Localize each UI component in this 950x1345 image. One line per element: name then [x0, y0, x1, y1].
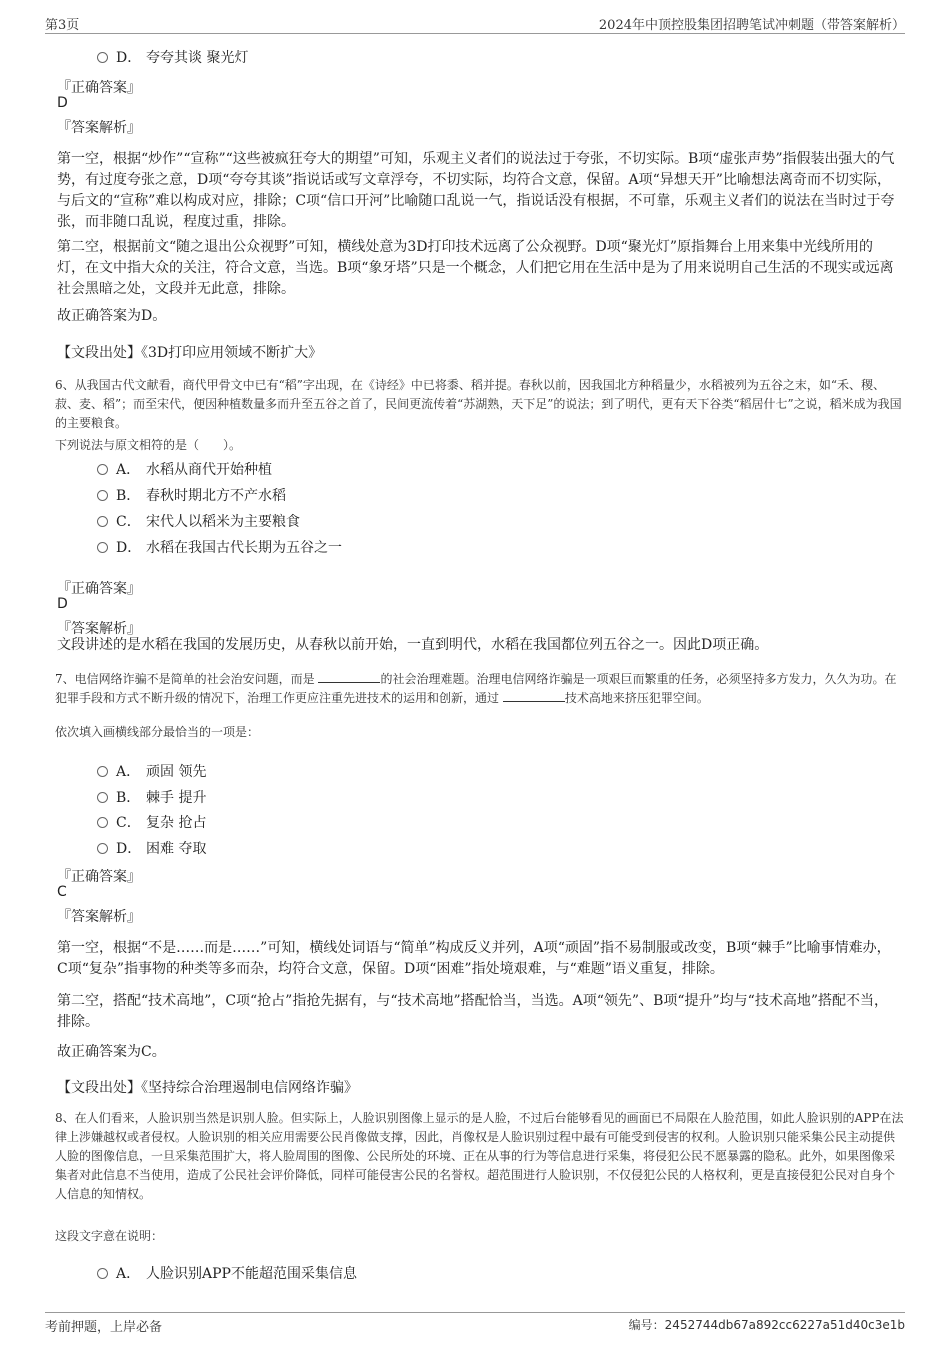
fill-blank — [318, 670, 380, 683]
q7-stem: 7、电信网络诈骗不是简单的社会治安问题，而是 的社会治理难题。治理电信网络诈骗是一项艰巨而繁重的任务，必须坚持多方发力，久久为功。在犯罪手段和方式不断升级的情况下，治理工作更应注重先进技术的运用和创新，通过 技术高地来挤压犯罪空间。 — [55, 672, 897, 705]
q6-analysis-label: 『答案解析』 — [57, 621, 141, 637]
q6-analysis: 文段讲述的是水稻在我国的发展历史，从春秋以前开始，一直到明代，水稻在我国都位列五谷之一。因此D项正确。 — [57, 637, 769, 653]
q8-option-a[interactable]: A． 人脸识别APP不能超范围采集信息 — [97, 1263, 357, 1283]
q6-option-b[interactable]: B． 春秋时期北方不产水稻 — [97, 485, 286, 505]
q5-analysis-label: 『答案解析』 — [57, 120, 141, 136]
q7-analysis-p1: 第一空，根据“不是……而是……”可知，横线处词语与“简单”构成反义并列，A项“顽固”指不易制服或改变，B项“棘手”比喻事情难办，C项“复杂”指事物的种类等多而杂，均符合文意，保留。D项“困难”指处境艰难，与“难题”语义重复，排除。 — [57, 940, 891, 977]
q5-option-d[interactable]: D． 夸夸其谈 聚光灯 — [97, 47, 248, 67]
q5-analysis-p3: 故正确答案为D。 — [57, 308, 167, 324]
q5-analysis-p2: 第二空，根据前文“随之退出公众视野”可知，横线处意为3D打印技术远离了公众视野。D项“聚光灯”原指舞台上用来集中光线所用的灯，在文中指大众的关注，符合文意，当选。B项“象牙塔”只是一个概念，人们把它用在生活中是为了用来说明自己生活的不现实或远离社会黑暗之处，文段并无此意，排除。 — [57, 239, 894, 297]
radio-icon[interactable] — [97, 1268, 108, 1279]
q7-option-c[interactable]: C． 复杂 抢占 — [97, 812, 206, 832]
radio-icon[interactable] — [97, 516, 108, 527]
q7-question: 依次填入画横线部分最恰当的一项是： — [55, 725, 260, 739]
q7-source: 【文段出处】《坚持综合治理遏制电信网络诈骗》 — [57, 1080, 358, 1096]
q5-analysis-p1: 第一空，根据“炒作”“宣称”“这些被疯狂夸大的期望”可知，乐观主义者们的说法过于夸张，不切实际。B项“虚张声势”指假装出强大的气势，有过度夸张之意，D项“夸夸其谈”指说话或写文章浮夸，不切实际，均符合文意，保留。A项“异想天开”比喻想法离奇而不切实际，与后文的“宣称”难以构成对应，排除；C项“信口开河”比喻随口乱说一气，指说话没有根据，不可靠，乐观主义者们的说法在当时过于夸张，而非随口乱说，程度过重，排除。 — [57, 151, 895, 230]
q7-analysis-p3: 故正确答案为C。 — [57, 1044, 166, 1060]
page-number: 第3页 — [45, 18, 80, 33]
document-title: 2024年中顶控股集团招聘笔试冲刺题（带答案解析） — [598, 18, 905, 33]
q7-answer: C — [57, 884, 67, 900]
q6-answer: D — [57, 596, 68, 612]
q6-option-c[interactable]: C． 宋代人以稻米为主要粮食 — [97, 511, 300, 531]
q5-source: 【文段出处】《3D打印应用领域不断扩大》 — [57, 345, 323, 361]
q6-answer-label: 『正确答案』 — [57, 581, 141, 597]
q7-option-d[interactable]: D． 困难 夺取 — [97, 838, 206, 858]
footer-doc-id: 编号：2452744db67a892cc6227a51d40c3e1b — [628, 1318, 905, 1332]
q8-stem: 8、在人们看来，人脸识别当然是识别人脸。但实际上，人脸识别图像上显示的是人脸，不过后台能够看见的画面已不局限在人脸范围，如此人脸识别的APP在法律上涉嫌越权或者侵权。人脸识别的相关应用需要公民肖像做支撑，因此，肖像权是人脸识别过程中最有可能受到侵害的权利。人脸识别只能采集公民主动提供人脸的图像信息，一旦采集范围扩大，将人脸周围的图像、公民所处的环境、正在从事的行为等信息进行采集，将侵犯公民不愿暴露的隐私。此外，如果图像采集者对此信息不当使用，造成了公民社会评价降低，同样可能侵害公民的名誉权。超范围进行人脸识别，不仅侵犯公民的人格权利，更是直接侵犯公民对自身个人信息的知情权。 — [55, 1111, 904, 1201]
header-divider — [45, 33, 905, 34]
q6-option-d[interactable]: D． 水稻在我国古代长期为五谷之一 — [97, 537, 342, 557]
radio-icon[interactable] — [97, 464, 108, 475]
q5-answer: D — [57, 95, 68, 111]
q8-question: 这段文字意在说明： — [55, 1229, 164, 1243]
radio-icon[interactable] — [97, 792, 108, 803]
q5-answer-label: 『正确答案』 — [57, 80, 141, 96]
fill-blank — [503, 689, 565, 702]
footer-divider — [45, 1312, 905, 1313]
q7-option-b[interactable]: B． 棘手 提升 — [97, 787, 206, 807]
q6-question: 下列说法与原文相符的是（ ）。 — [55, 438, 242, 452]
q6-option-a[interactable]: A． 水稻从商代开始种植 — [97, 459, 272, 479]
q7-analysis-p2: 第二空，搭配“技术高地”，C项“抢占”指抢先据有，与“技术高地”搭配恰当，当选。A项“领先”、B项“提升”均与“技术高地”搭配不当，排除。 — [57, 993, 888, 1030]
q7-option-a[interactable]: A． 顽固 领先 — [97, 761, 206, 781]
radio-icon[interactable] — [97, 843, 108, 854]
q6-stem: 6、从我国古代文献看，商代甲骨文中已有“稻”字出现，在《诗经》中已将黍、稻并提。春秋以前，因我国北方种稻量少，水稻被列为五谷之末，如“禾、稷、菽、麦、稻”；而至宋代，便因种植数量多而升至五谷之首了，民间更流传着“苏湖熟，天下足”的说法；到了明代，更有天下谷类“稻居什七”之说，稻米成为我国的主要粮食。 — [55, 378, 902, 430]
radio-icon[interactable] — [97, 542, 108, 553]
radio-icon[interactable] — [97, 766, 108, 777]
q7-answer-label: 『正确答案』 — [57, 869, 141, 885]
radio-icon[interactable] — [97, 52, 108, 63]
radio-icon[interactable] — [97, 817, 108, 828]
footer-slogan: 考前押题，上岸必备 — [45, 1320, 163, 1335]
radio-icon[interactable] — [97, 490, 108, 501]
q7-analysis-label: 『答案解析』 — [57, 909, 141, 925]
